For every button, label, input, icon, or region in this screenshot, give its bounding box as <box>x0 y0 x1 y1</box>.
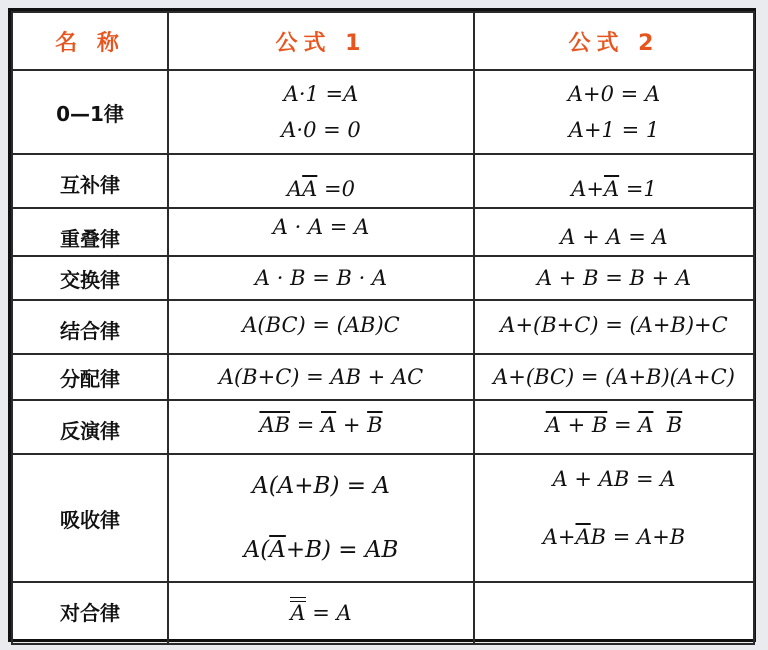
law-name: 交换律 <box>12 256 168 300</box>
formula: A+(B+C) = (A+B)+C <box>500 313 728 337</box>
table-row <box>12 300 754 354</box>
formula1-cell <box>168 208 474 256</box>
formula: A+1 = 1 <box>568 118 660 142</box>
table-row <box>12 400 754 454</box>
formula2-cell <box>474 256 754 300</box>
formula: A·0 = 0 <box>281 118 361 142</box>
law-name: 互补律 <box>12 154 168 208</box>
table-row <box>12 582 754 644</box>
formula: $A(\overline{A}+B)$ = AB <box>243 537 399 563</box>
law-name: 0—1律 <box>12 70 168 154</box>
law-name: 吸收律 <box>12 454 168 582</box>
formula2-cell <box>474 154 754 208</box>
formula2-cell <box>474 400 754 454</box>
table-row <box>12 256 754 300</box>
law-name: 结合律 <box>12 300 168 354</box>
formula1-cell <box>168 400 474 454</box>
law-name: 反演律 <box>12 400 168 454</box>
formula1-cell <box>168 354 474 400</box>
formula1-cell <box>168 70 474 154</box>
table-row <box>12 354 754 400</box>
formula2-cell <box>474 300 754 354</box>
formula: A · A = A <box>272 215 370 239</box>
law-name: 对合律 <box>12 582 168 644</box>
formula2-cell <box>474 208 754 256</box>
formula: A+0 = A <box>567 82 661 106</box>
formula1-cell <box>168 454 474 582</box>
table-row <box>12 454 754 582</box>
formula: A · B = B · A <box>254 266 388 290</box>
formula1-cell <box>168 582 474 644</box>
formula: A + A = A <box>560 225 668 249</box>
header-formula2: 公式 2 <box>474 12 754 70</box>
formula: A(B+C) = AB + AC <box>218 365 424 389</box>
law-name: 重叠律 <box>12 208 168 256</box>
formula: $A\overline{A} =0$ <box>287 177 355 201</box>
formula1-cell <box>168 300 474 354</box>
table-row <box>12 208 754 256</box>
table-header-row <box>12 12 754 70</box>
formula: $A+\overline{A}B = A+B$ <box>542 525 686 549</box>
formula: A = A <box>290 601 352 625</box>
formula: A+(BC) = (A+B)(A+C) <box>493 365 735 389</box>
formula: $A+\overline{A} =1$ <box>571 177 657 201</box>
logic-laws-table <box>11 11 755 645</box>
formula2-cell <box>474 70 754 154</box>
formula: $\overline{AB} = \overline{A} + \overline{B}$ <box>259 413 383 437</box>
formula: A(A+B) = A <box>252 473 390 499</box>
formula: A + AB = A <box>552 467 676 491</box>
formula: A·1 =A <box>283 82 359 106</box>
header-name: 名 称 <box>12 12 168 70</box>
formula: A(BC) = (AB)C <box>242 313 400 337</box>
formula1-cell <box>168 154 474 208</box>
formula-table-frame <box>8 8 756 642</box>
formula2-cell <box>474 454 754 582</box>
header-formula1: 公式 1 <box>168 12 474 70</box>
law-name: 分配律 <box>12 354 168 400</box>
formula: A + B = B + A <box>536 266 692 290</box>
table-row <box>12 154 754 208</box>
formula2-cell <box>474 354 754 400</box>
formula: $A + B = \overline{A}$ $\overline{B}$ <box>545 413 683 437</box>
formula1-cell <box>168 256 474 300</box>
formula2-cell <box>474 582 754 644</box>
table-row <box>12 70 754 154</box>
